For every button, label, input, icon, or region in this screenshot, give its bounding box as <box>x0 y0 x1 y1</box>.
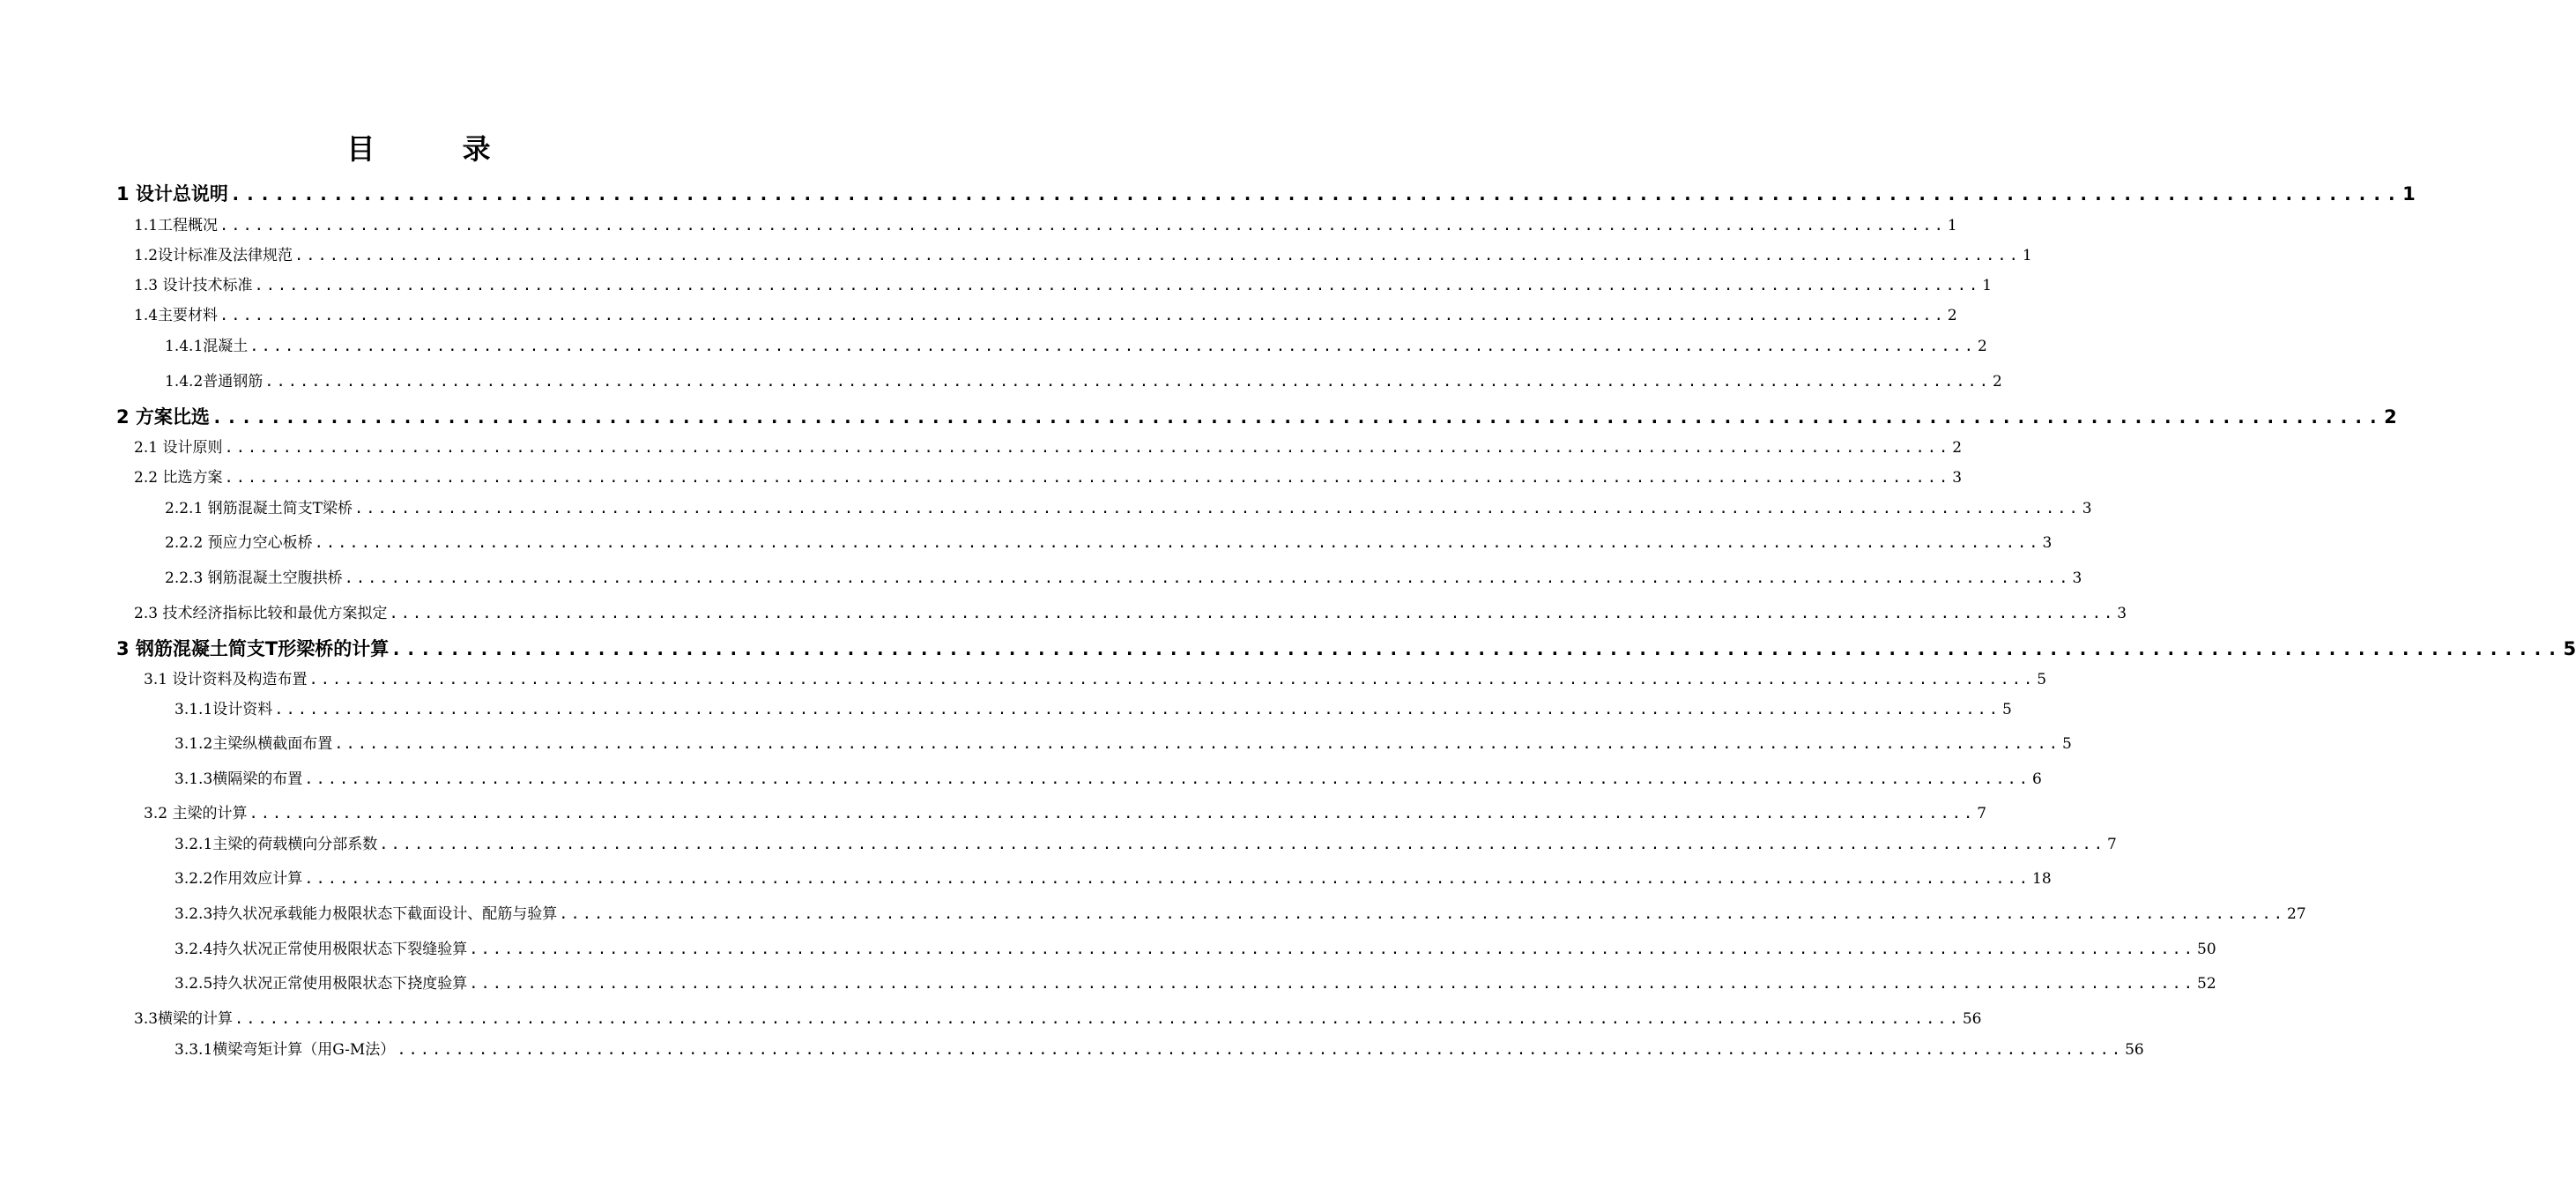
toc-entry-label: 3.2.3持久状况承载能力极限状态下截面设计、配筋与验算 <box>174 905 558 923</box>
toc-page-number: 2 <box>1993 373 2002 391</box>
toc-page-number: 3 <box>2117 605 2127 622</box>
toc-entry-label: 3.1.1设计资料 <box>174 701 273 718</box>
toc-page-number: 3 <box>2042 534 2053 552</box>
toc-leader: .................................................................................................................................................... <box>264 373 1992 391</box>
toc-entry-label: 2.2.3 钢筋混凝土空腹拱桥 <box>165 569 343 587</box>
toc-entry[interactable] <box>174 971 2216 995</box>
toc-entry[interactable] <box>144 800 1987 825</box>
toc-entry[interactable] <box>134 242 2032 267</box>
toc-leader: .................................................................................................................................................... <box>344 569 2071 587</box>
toc-entry-label: 2.2.1 钢筋混凝土简支T梁桥 <box>165 500 353 517</box>
toc-page-number: 5 <box>2037 671 2047 688</box>
toc-page-number: 1 <box>1982 277 1993 294</box>
toc-entry[interactable] <box>174 731 2072 755</box>
toc-page-number: 5 <box>2062 735 2072 753</box>
toc-page-number: 2 <box>1947 307 1957 324</box>
toc-leader: .................................................................................................................................................... <box>224 439 1951 457</box>
toc-entry[interactable] <box>165 530 2053 554</box>
toc-leader: .................................................................................................................................................... <box>294 247 2021 264</box>
toc-leader: .................................................................................................................................................... <box>354 500 2081 517</box>
toc-page-number: 7 <box>1977 805 1987 822</box>
toc-page-number: 2 <box>1978 338 1987 355</box>
toc-leader: .................................................................................................................................................... <box>559 905 2286 923</box>
toc-page-number: 56 <box>1962 1010 1982 1028</box>
toc-leader: .................................................................................................................................................... <box>469 975 2196 993</box>
toc-leader: .................................................................................................................................................... <box>211 406 2383 428</box>
toc-entry[interactable] <box>174 766 2042 791</box>
toc-entry[interactable] <box>165 368 2002 393</box>
toc-entry[interactable] <box>134 1006 1982 1030</box>
toc-entry-label: 3.1.3横隔梁的布置 <box>174 770 303 788</box>
toc-entry-label: 3.2.2作用效应计算 <box>174 870 303 888</box>
toc-page-number: 50 <box>2197 941 2216 958</box>
toc-page-number: 1 <box>2402 183 2416 205</box>
toc-entry[interactable] <box>174 866 2052 890</box>
toc-leader: .................................................................................................................................................... <box>229 183 2402 205</box>
toc-leader: .................................................................................................................................................... <box>397 1041 2124 1059</box>
toc-entry[interactable] <box>116 180 2416 205</box>
toc-entry-label: 1.3 设计技术标准 <box>134 277 253 294</box>
toc-page-number: 2 <box>1952 439 1963 457</box>
toc-leader: .................................................................................................................................................... <box>249 805 1976 822</box>
toc-leader: .................................................................................................................................................... <box>274 701 2001 718</box>
toc-leader: .................................................................................................................................................... <box>219 217 1946 234</box>
toc-entry[interactable] <box>174 831 2117 856</box>
toc-leader: .................................................................................................................................................... <box>334 735 2061 753</box>
toc-leader: .................................................................................................................................................... <box>249 338 1977 355</box>
toc-entry-label: 3.2.5持久状况正常使用极限状态下挠度验算 <box>174 975 468 993</box>
toc-entry[interactable] <box>174 696 2012 721</box>
toc-entry[interactable] <box>134 435 1963 459</box>
toc-entry[interactable] <box>165 565 2082 590</box>
toc-entry-label: 2.3 技术经济指标比较和最优方案拟定 <box>134 605 388 622</box>
toc-entry-label: 3.3.1横梁弯矩计算（用G-M法） <box>174 1041 396 1059</box>
toc-page-number: 6 <box>2032 770 2042 788</box>
toc-entry-label: 2.2.2 预应力空心板桥 <box>165 534 313 552</box>
toc-entry[interactable] <box>134 600 2127 625</box>
toc-leader: .................................................................................................................................................... <box>234 1010 1961 1028</box>
page-title: 目 录 <box>346 132 530 166</box>
toc-entry-label: 2 方案比选 <box>116 406 210 428</box>
toc-entry[interactable] <box>116 635 2576 659</box>
toc-entry-label: 3.2 主梁的计算 <box>144 805 248 822</box>
toc-entry[interactable] <box>174 901 2306 926</box>
toc-page-number: 18 <box>2032 870 2052 888</box>
toc-page-number: 3 <box>1952 469 1963 487</box>
toc-entry-label: 3.3横梁的计算 <box>134 1010 234 1028</box>
toc-entry-label: 1.1工程概况 <box>134 217 219 234</box>
toc-page-number: 2 <box>2384 406 2397 428</box>
toc-page-number: 3 <box>2072 569 2082 587</box>
toc-page-number: 1 <box>2022 247 2032 264</box>
toc-entry-label: 2.1 设计原则 <box>134 439 223 457</box>
toc-page-number: 3 <box>2082 500 2092 517</box>
toc-leader: .................................................................................................................................................... <box>308 671 2036 688</box>
toc-leader: .................................................................................................................................................... <box>254 277 1981 294</box>
toc-entry[interactable] <box>144 666 2047 691</box>
toc-page-number: 5 <box>2563 638 2576 659</box>
toc-leader: .................................................................................................................................................... <box>304 870 2031 888</box>
toc-entry-label: 3.1.2主梁纵横截面布置 <box>174 735 333 753</box>
toc-entry-label: 2.2 比选方案 <box>134 469 223 487</box>
toc-entry[interactable] <box>165 333 1987 358</box>
toc-leader: .................................................................................................................................................... <box>389 605 2116 622</box>
toc-entry[interactable] <box>174 1037 2144 1061</box>
toc-entry-label: 1.4主要材料 <box>134 307 219 324</box>
toc-entry-label: 1.4.2普通钢筋 <box>165 373 264 391</box>
toc-leader: .................................................................................................................................................... <box>469 941 2196 958</box>
toc-leader: .................................................................................................................................................... <box>219 307 1946 324</box>
toc-page-number: 1 <box>1947 217 1957 234</box>
toc-page-number: 27 <box>2287 905 2306 923</box>
toc-leader: .................................................................................................................................................... <box>379 836 2106 853</box>
toc-leader: .................................................................................................................................................... <box>224 469 1951 487</box>
toc-leader: .................................................................................................................................................... <box>314 534 2041 552</box>
toc-entry-label: 1.4.1混凝土 <box>165 338 249 355</box>
toc-entry[interactable] <box>134 272 1993 297</box>
toc-entry-label: 3 钢筋混凝土简支T形梁桥的计算 <box>116 638 390 659</box>
toc-entry-label: 3.2.1主梁的荷载横向分部系数 <box>174 836 378 853</box>
toc-leader: .................................................................................................................................................... <box>304 770 2031 788</box>
toc-page-number: 5 <box>2002 701 2012 718</box>
toc-entry[interactable] <box>165 495 2092 520</box>
toc-entry[interactable] <box>134 302 1957 327</box>
toc-entry-label: 1.2设计标准及法律规范 <box>134 247 293 264</box>
toc-page-number: 52 <box>2197 975 2216 993</box>
toc-entry-label: 1 设计总说明 <box>116 183 228 205</box>
toc-page-number: 7 <box>2107 836 2117 853</box>
toc-page-number: 56 <box>2125 1041 2144 1059</box>
toc-entry[interactable] <box>134 212 1957 237</box>
toc-entry[interactable] <box>134 465 1963 489</box>
toc-entry-label: 3.1 设计资料及构造布置 <box>144 671 308 688</box>
toc-entry[interactable] <box>174 936 2216 961</box>
toc-entry[interactable] <box>116 403 2397 428</box>
toc-leader: .................................................................................................................................................... <box>390 638 2562 659</box>
toc-entry-label: 3.2.4持久状况正常使用极限状态下裂缝验算 <box>174 941 468 958</box>
